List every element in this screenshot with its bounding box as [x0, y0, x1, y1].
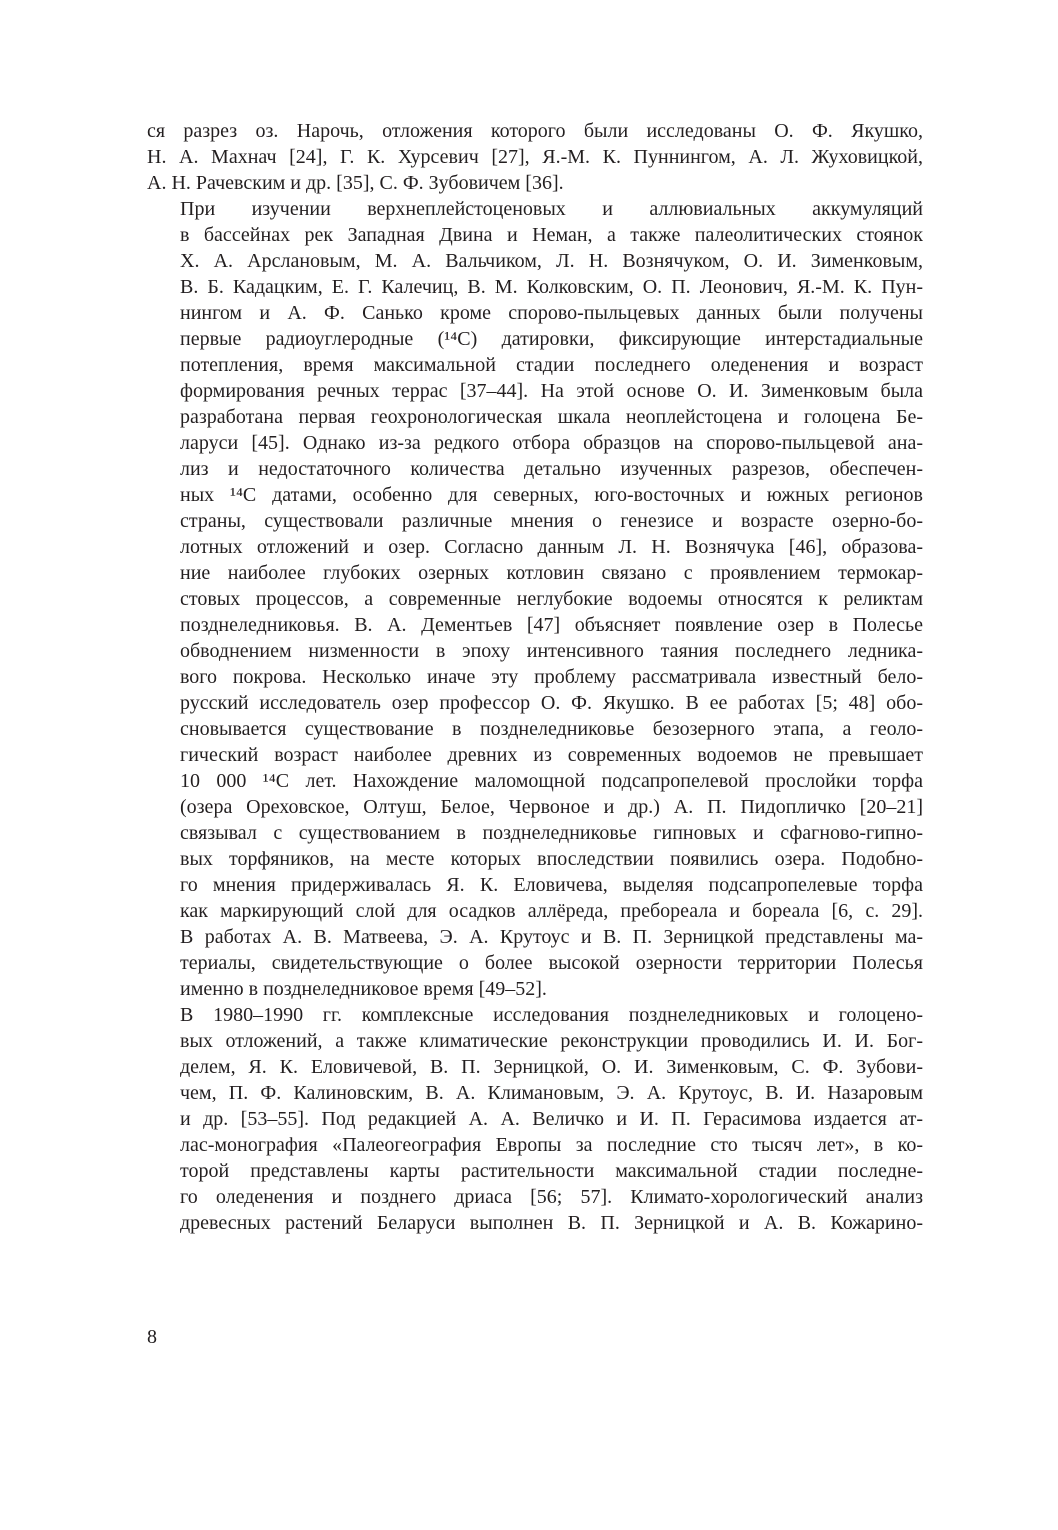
paragraph-3: [147, 1002, 923, 1236]
text-line: в бассейнах рек Западная Двина и Неман, а также палеолитических стоянок: [180, 224, 923, 246]
text-line: териалы, свидетельствующие о более высокой озерности территории Полесья: [180, 952, 923, 974]
text-line: Х. А. Арслановым, М. А. Вальчиком, Л. Н. Вознячуком, О. И. Зименковым,: [180, 250, 923, 272]
text-line: и др. [53–55]. Под редакцией А. А. Величко и И. П. Герасимова издается ат-: [180, 1108, 923, 1130]
text-line: стовых процессов, а современные неглубокие водоемы относятся к реликтам: [180, 588, 923, 610]
text-line: древесных растений Беларуси выполнен В. П. Зерницкой и А. В. Кожарино-: [180, 1212, 923, 1234]
text-line: 10 000 ¹⁴С лет. Нахождение маломощной подсапропелевой прослойки торфа: [180, 770, 923, 792]
text-line: чем, П. Ф. Калиновским, В. А. Климановым, Э. А. Крутоус, В. И. Назаровым: [180, 1082, 923, 1104]
text-line: А. Н. Рачевским и др. [35], С. Ф. Зубовичем [36].: [147, 172, 564, 194]
text-line: русский исследователь озер профессор О. Ф. Якушко. В ее работах [5; 48] обо-: [180, 692, 923, 714]
text-line: ных ¹⁴С датами, особенно для северных, юго-восточных и южных регионов: [180, 484, 923, 506]
text-line: ся разрез оз. Нарочь, отложения которого были исследованы О. Ф. Якушко,: [147, 120, 923, 142]
text-line: го оледенения и позднего дриаса [56; 57]. Климато-хорологический анализ: [180, 1186, 923, 1208]
text-line: связывал с существованием в позднеледниковье гипновых и сфагново-гипно-: [180, 822, 923, 844]
text-line: (озера Ореховское, Олтуш, Белое, Червоное и др.) А. П. Пидопличко [20–21]: [180, 796, 923, 818]
text-line: потепления, время максимальной стадии последнего оледенения и возраст: [180, 354, 923, 376]
text-line: обводнением низменности в эпоху интенсивного таяния последнего ледника-: [180, 640, 923, 662]
text-line: лас-монография «Палеогеография Европы за последние сто тысяч лет», в ко-: [180, 1134, 923, 1156]
text-line: первые радиоуглеродные (¹⁴C) датировки, фиксирующие интерстадиальные: [180, 328, 923, 350]
text-line: сновывается существование в позднеледниковье безозерного этапа, а геоло-: [180, 718, 923, 740]
page-number: 8: [147, 1326, 157, 1348]
text-line: лотных отложений и озер. Согласно данным Л. Н. Вознячука [46], образова-: [180, 536, 923, 558]
text-line: В. Б. Кадацким, Е. Г. Калечиц, В. М. Колковским, О. П. Леонович, Я.-М. К. Пун-: [180, 276, 923, 298]
text-line: гический возраст наиболее древних из современных водоемов не превышает: [180, 744, 923, 766]
text-line: При изучении верхнеплейстоценовых и аллювиальных аккумуляций: [180, 198, 923, 220]
text-line: позднеледниковья. В. А. Дементьев [47] объясняет появление озер в Полесье: [180, 614, 923, 636]
text-line: нингом и А. Ф. Санько кроме спорово-пыльцевых данных были получены: [180, 302, 923, 324]
body-text: [147, 118, 923, 1236]
text-line: Н. А. Махнач [24], Г. К. Хурсевич [27], Я.-М. К. Пуннингом, А. Л. Жуховицкой,: [147, 146, 923, 168]
text-line: ние наиболее глубоких озерных котловин связано с проявлением термокар-: [180, 562, 923, 584]
text-line: вых торфяников, на месте которых впоследствии появились озера. Подобно-: [180, 848, 923, 870]
text-line: как маркирующий слой для осадков аллёреда, пребореала и бореала [6, с. 29].: [180, 900, 923, 922]
text-line: формирования речных террас [37–44]. На этой основе О. И. Зименковым была: [180, 380, 923, 402]
text-line: В работах А. В. Матвеева, Э. А. Крутоус и В. П. Зерницкой представлены ма-: [180, 926, 923, 948]
text-line: разработана первая геохронологическая шкала неоплейстоцена и голоцена Бе-: [180, 406, 923, 428]
text-line: вых отложений, а также климатические реконструкции проводились И. И. Бог-: [180, 1030, 923, 1052]
text-line: страны, существовали различные мнения о генезисе и возрасте озерно-бо-: [180, 510, 923, 532]
text-line: именно в позднеледниковое время [49–52].: [180, 978, 547, 1000]
paragraph-2: [147, 196, 923, 1002]
text-line: лиз и недостаточного количества детально изученных разрезов, обеспечен-: [180, 458, 923, 480]
text-line: вого покрова. Несколько иначе эту проблему рассматривала известный бело-: [180, 666, 923, 688]
text-line: торой представлены карты растительности максимальной стадии последне-: [180, 1160, 923, 1182]
paragraph-1: [147, 118, 923, 196]
text-line: го мнения придерживалась Я. К. Еловичева, выделяя подсапропелевые торфа: [180, 874, 923, 896]
text-line: ларуси [45]. Однако из-за редкого отбора образцов на спорово-пыльцевой ана-: [180, 432, 923, 454]
text-line: В 1980–1990 гг. комплексные исследования позднеледниковых и голоцено-: [180, 1004, 923, 1026]
text-line: делем, Я. К. Еловичевой, В. П. Зерницкой, О. И. Зименковым, С. Ф. Зубови-: [180, 1056, 923, 1078]
